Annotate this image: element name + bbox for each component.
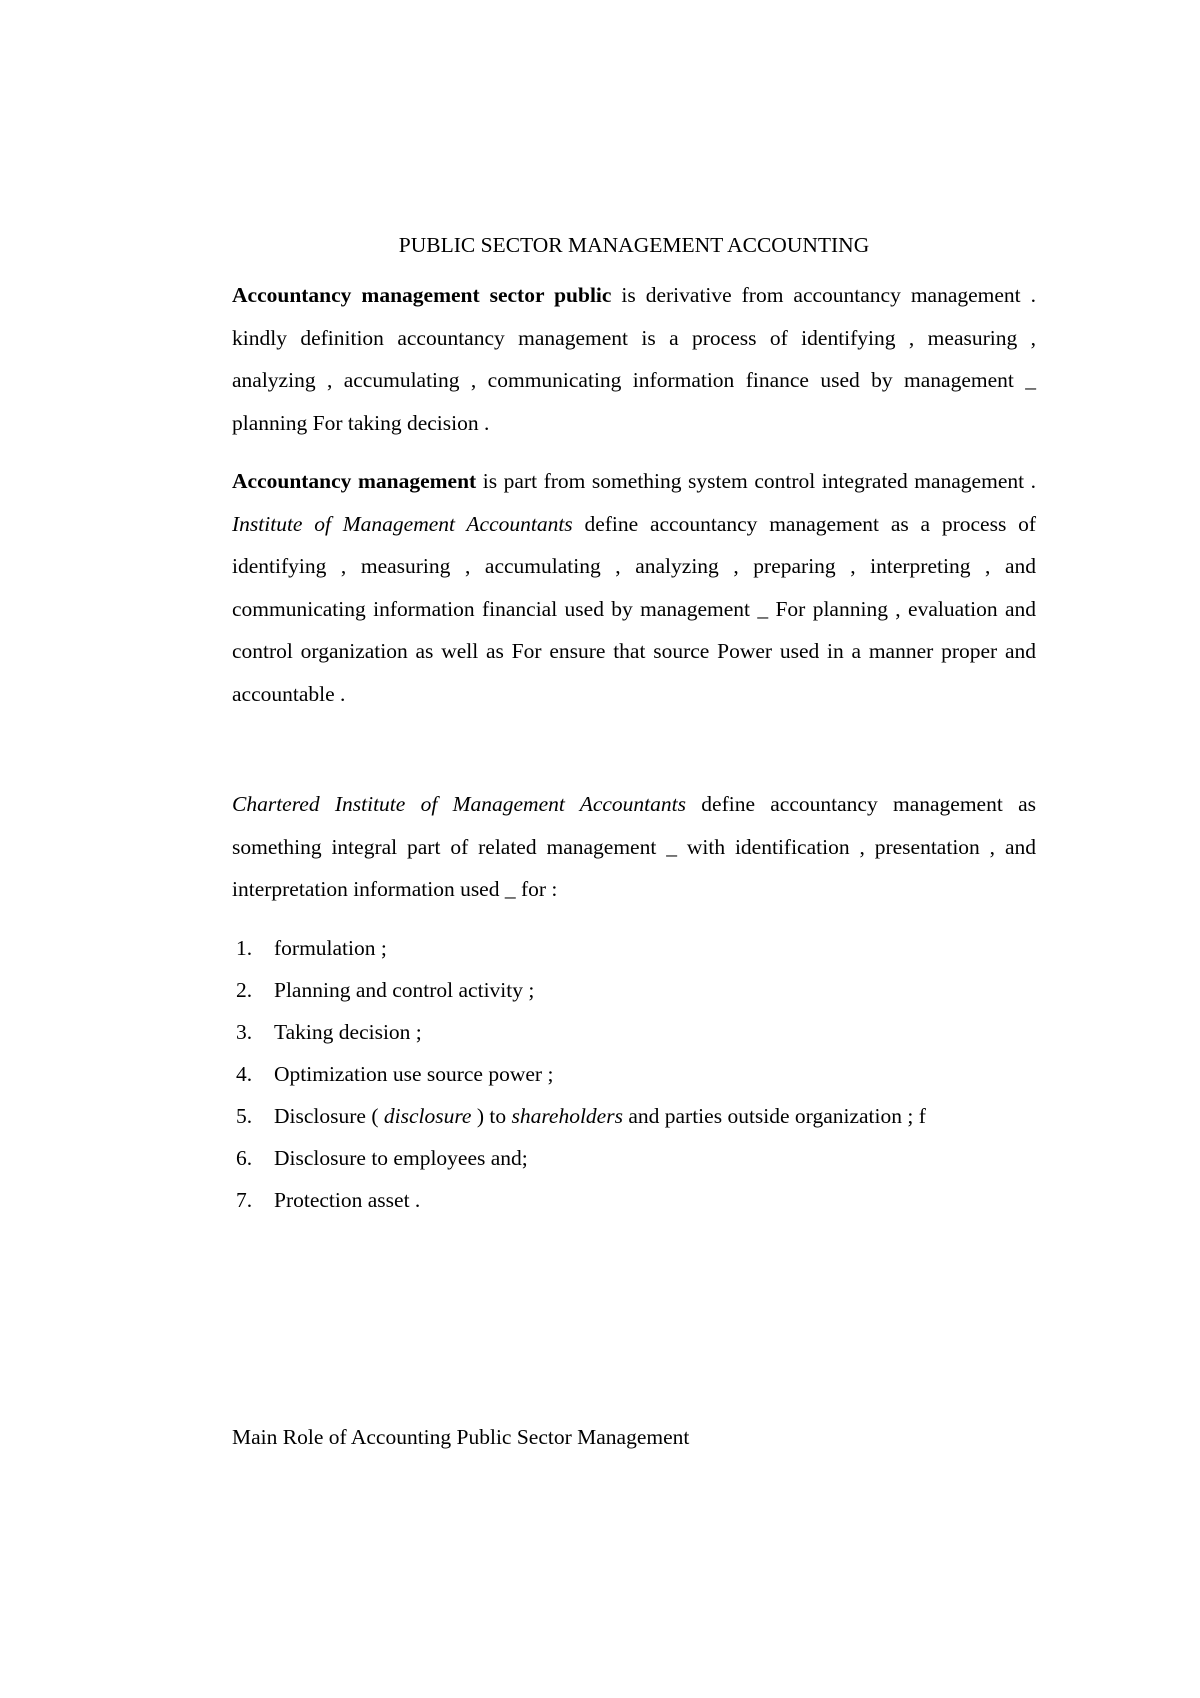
list-item-text: Taking decision ; [274, 1019, 422, 1044]
paragraph-1-bold-term: Accountancy management sector public [232, 283, 612, 307]
list-item-italic-term: shareholders [511, 1103, 623, 1128]
list-item [232, 1053, 1036, 1095]
list-item [232, 1095, 1036, 1137]
list-item-text-mid: ) to [471, 1103, 512, 1128]
list-item-number: 6. [236, 1145, 253, 1170]
page-title: PUBLIC SECTOR MANAGEMENT ACCOUNTING [398, 233, 870, 257]
list-item [232, 1179, 1036, 1221]
paragraph-3 [232, 783, 1036, 911]
paragraph-3-text: define accountancy management as something integral part of related management _ with identification , presentation , and interpretation information used _ for : [232, 792, 1036, 901]
paragraph-3-institute-name: Chartered Institute of Management Accountants [232, 792, 686, 816]
section-heading: Main Role of Accounting Public Sector Management [232, 1425, 690, 1449]
list-item-number: 4. [236, 1061, 253, 1086]
paragraph-spacer [232, 731, 1036, 783]
list-item-text: Optimization use source power ; [274, 1061, 554, 1086]
paragraph-2-bold-term: Accountancy management [232, 469, 477, 493]
list-item [232, 969, 1036, 1011]
list-item-text: Protection asset . [274, 1187, 421, 1212]
list-item-number: 1. [236, 935, 253, 960]
list-item-text: formulation ; [274, 935, 387, 960]
list-item-text: Planning and control activity ; [274, 977, 535, 1002]
numbered-list [232, 927, 1036, 1221]
list-item [232, 1011, 1036, 1053]
list-item [232, 1137, 1036, 1179]
list-item-text-pre: Disclosure ( [274, 1103, 384, 1128]
list-item-text: Disclosure to employees and; [274, 1145, 528, 1170]
list-item-italic-term: disclosure [383, 1103, 472, 1128]
list-item-number: 5. [236, 1103, 253, 1128]
paragraph-2-text-a: is part from something system control integrated management . [476, 469, 1037, 493]
list-item-number: 7. [236, 1187, 253, 1212]
list-item-number: 2. [236, 977, 253, 1002]
paragraph-1 [232, 274, 1036, 444]
paragraph-1-text: is derivative from accountancy management . kindly definition accountancy management is a process of identifying , measuring , analyzing , accumulating , communicating information finance used by management _ planning For taking decision . [232, 283, 1036, 435]
paragraph-2-institute-name: Institute of Management Accountants [232, 511, 573, 536]
paragraph-2-text-b: define accountancy management as a process of identifying , measuring , accumulating , analyzing , preparing , interpreting , and communicating information financial used by management _ For planning , evaluation and control organization as well as For ensure that source Power used in a manner proper and accountable . [232, 511, 1037, 706]
list-item-number: 3. [236, 1019, 253, 1044]
document-body [232, 228, 1036, 1221]
list-item-text-post: and parties outside organization ; f [622, 1103, 926, 1128]
paragraph-2 [232, 460, 1036, 715]
list-item [232, 927, 1036, 969]
